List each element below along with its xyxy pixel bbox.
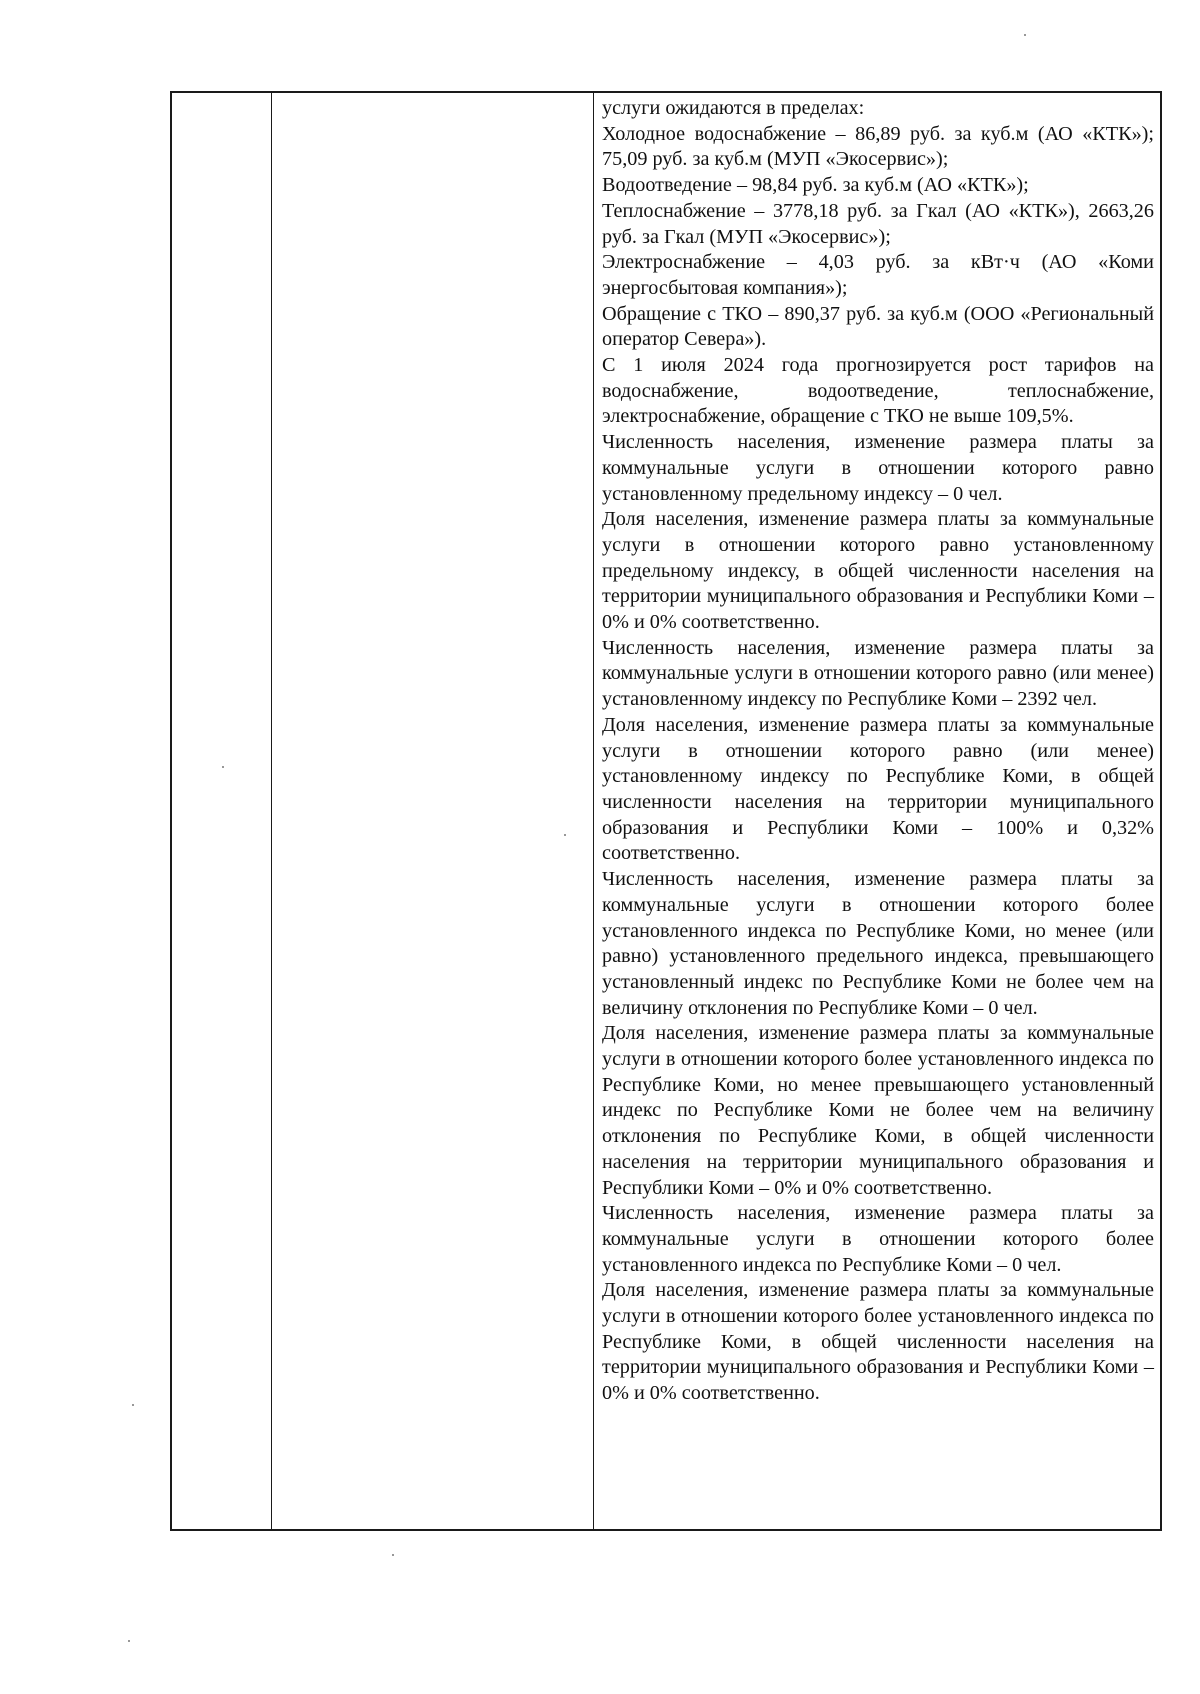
paragraph-services-expected: услуги ожидаются в пределах: <box>602 97 865 119</box>
paragraph-sewerage: Водоотведение – 98,84 руб. за куб.м (АО «КТК»); <box>602 174 1029 197</box>
paragraph-waste: Обращение с ТКО – 890,37 руб. за куб.м (ООО «Региональный оператор Севера»). <box>602 302 1154 351</box>
paragraph-electricity: Электроснабжение – 4,03 руб. за кВт·ч (АО «Коми энергосбытовая компания»); <box>602 251 1154 299</box>
table-column-3-text <box>594 93 1160 1529</box>
paragraph-population-equal-limit: Численность населения, изменение размера платы за коммунальные услуги в отношении которого равно установленному предельному индексу – 0 чел. <box>602 431 1154 505</box>
paragraph-cold-water: Холодное водоснабжение – 86,89 руб. за куб.м (АО «КТК»); 75,09 руб. за куб.м (МУП «Экосервис»); <box>602 122 1154 171</box>
table-column-2-empty <box>272 93 594 1529</box>
scan-speck <box>392 1554 394 1556</box>
paragraph-share-above-within-deviation: Доля населения, изменение размера платы за коммунальные услуги в отношении которого более установленного индекса по Республике Коми, но менее превышающего установленный индекс по Республике Коми не более чем на величину отклонения по Республике Коми, в общей численности населения на территории муниципального образования и Республики Коми – 0% и 0% соответственно. <box>602 1022 1154 1199</box>
paragraph-share-equal-limit: Доля населения, изменение размера платы за коммунальные услуги в отношении которого равно установленному предельному индексу, в общей численности населения на территории муниципального образования и Республики Коми – 0% и 0% соответственно. <box>602 508 1154 634</box>
table-column-1-empty <box>172 93 272 1529</box>
scan-speck <box>1024 34 1026 36</box>
paragraph-heating: Теплоснабжение – 3778,18 руб. за Гкал (АО «КТК»), 2663,26 руб. за Гкал (МУП «Экосервис»); <box>602 199 1154 248</box>
paragraph-population-above-within-deviation: Численность населения, изменение размера платы за коммунальные услуги в отношении которого более установленного индекса по Республике Коми, но менее (или равно) установленного предельного индекса, превышающего установленный индекс по Республике Коми не более чем на величину отклонения по Республике Коми – 0 чел. <box>602 868 1154 1019</box>
paragraph-population-equal-or-less: Численность населения, изменение размера платы за коммунальные услуги в отношении которого равно (или менее) установленному индексу по Республике Коми – 2392 чел. <box>602 636 1154 711</box>
paragraph-tariff-growth: С 1 июля 2024 года прогнозируется рост тарифов на водоснабжение, водоотведение, теплоснабжение, электроснабжение, обращение с ТКО не выше 109,5%. <box>602 354 1154 428</box>
document-table <box>170 91 1162 1531</box>
paragraph-share-above-index: Доля населения, изменение размера платы за коммунальные услуги в отношении которого более установленного индекса по Республике Коми, в общей численности населения на территории муниципального образования и Республики Коми – 0% и 0% соответственно. <box>602 1279 1154 1405</box>
scan-speck <box>132 1404 134 1406</box>
paragraph-share-equal-or-less: Доля населения, изменение размера платы за коммунальные услуги в отношении которого равно (или менее) установленному индексу по Республике Коми, в общей численности населения на территории муниципального образования и Республики Коми – 100% и 0,32% соответственно. <box>602 713 1154 865</box>
scan-speck <box>128 1640 130 1642</box>
paragraph-population-above-index: Численность населения, изменение размера платы за коммунальные услуги в отношении которого более установленного индекса по Республике Коми – 0 чел. <box>602 1202 1154 1276</box>
